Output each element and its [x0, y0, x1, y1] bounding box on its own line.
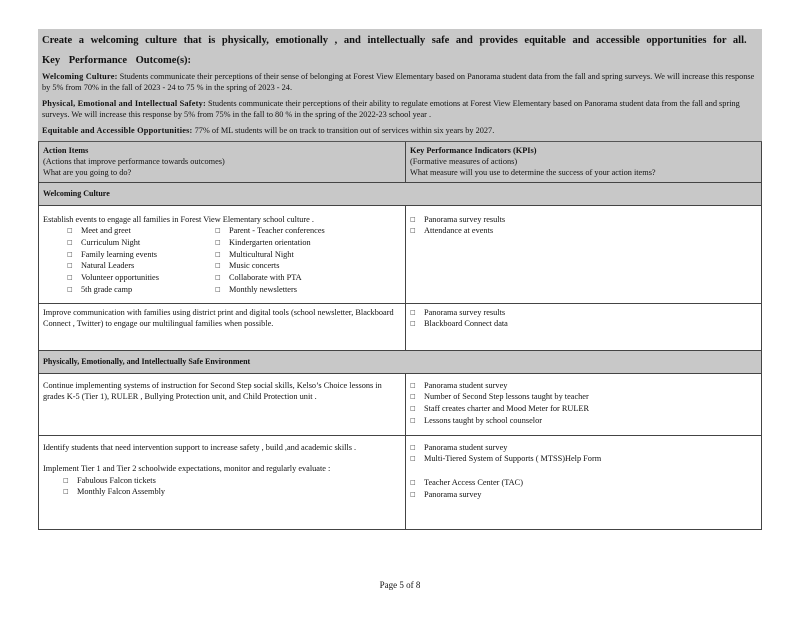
action-text: Identify students that need intervention support to increase safety , build ,and academic skills . — [43, 442, 357, 452]
bullet-icon: □ — [67, 250, 73, 258]
list-item: □ Parent - Teacher conferences — [215, 226, 325, 235]
list-item: □ 5th grade camp — [67, 284, 133, 294]
event-column-a — [67, 225, 215, 296]
bullet-icon: □ — [215, 274, 221, 282]
list-item: □ Blackboard Connect data — [410, 319, 508, 329]
outcome-equity — [42, 126, 758, 137]
bullet-icon: □ — [410, 227, 416, 235]
list-item: □ Collaborate with PTA — [215, 273, 302, 283]
table-header — [39, 142, 761, 183]
list-item: □ Staff creates charter and Mood Meter for RULER — [410, 404, 590, 414]
header-line: (Actions that improve performance towards outcomes) — [43, 156, 225, 166]
table-row — [39, 436, 761, 530]
bullet-icon: □ — [215, 250, 221, 258]
bullet-icon: □ — [67, 274, 73, 282]
bullet-icon: □ — [67, 262, 73, 270]
list-item: □ Multi-Tiered System of Supports ( MTSS)Help Form — [410, 454, 602, 464]
goal-header — [38, 29, 762, 142]
bullet-icon: □ — [410, 405, 416, 413]
action-cell — [39, 436, 406, 529]
action-cell — [39, 206, 406, 303]
bullet-icon: □ — [410, 455, 416, 463]
bullet-icon: □ — [215, 238, 221, 246]
list-item: □ Volunteer opportunities — [67, 273, 159, 283]
header-line: What measure will you use to determine the success of your action items? — [410, 167, 656, 177]
list-item: □ Monthly newsletters — [215, 284, 297, 294]
bullet-icon: □ — [410, 443, 416, 451]
bullet-icon: □ — [215, 285, 221, 293]
bullet-icon: □ — [67, 227, 73, 234]
list-item: □ Panorama student survey — [410, 442, 508, 452]
bullet-icon: □ — [410, 381, 416, 389]
list-item: □ Kindergarten orientation — [215, 237, 311, 247]
table-row — [39, 374, 761, 436]
list-item: □ Number of Second Step lessons taught by teacher — [410, 392, 589, 402]
list-item: □ Multicultural Night — [215, 249, 294, 259]
outcome-safety — [42, 99, 758, 120]
table-row — [39, 304, 761, 351]
bullet-icon: □ — [67, 285, 73, 293]
outcome-text: Students communicate their perceptions of their sense of belonging at Forest View Elementary based on Panorama student data from the fall and spring surveys. We will increase this response by 5% from 70% in the fall of 2023 - 24 to 75 % in the spring of 2023 - 24. — [42, 72, 755, 92]
outcome-text: 77% of ML students will be on track to transition out of services within six years by 2027. — [194, 126, 495, 135]
list-item: □ Lessons taught by school counselor — [410, 415, 542, 425]
action-text: Implement Tier 1 and Tier 2 schoolwide expectations, monitor and regularly evaluate : — [43, 464, 331, 473]
outcome-welcoming — [42, 72, 758, 93]
outcome-text: Students communicate their perceptions of their ability to regulate emotions at Forest View Elementary based on Panorama student data from the fall and spring surveys. We will increase this response by 5% from 75% in the fall to 80 % in the spring of the 2022-23 school year . — [42, 99, 740, 119]
bullet-icon: □ — [410, 215, 416, 223]
header-line: What are you going to do? — [43, 167, 132, 177]
evaluate-list — [63, 475, 401, 499]
action-text: Establish events to engage all families in Forest View Elementary school culture . — [43, 214, 315, 224]
kpi-cell — [406, 304, 761, 350]
kpi-cell — [406, 374, 761, 435]
kpi-header — [406, 142, 761, 182]
bullet-icon: □ — [410, 479, 416, 487]
header-line: (Formative measures of actions) — [410, 156, 518, 166]
list-item: □ Teacher Access Center (TAC) — [410, 478, 523, 488]
kpi-cell — [406, 206, 761, 303]
bullet-icon: □ — [410, 308, 416, 316]
list-item: □ Panorama survey results — [410, 214, 506, 224]
action-table — [38, 142, 762, 530]
action-cell — [39, 304, 406, 350]
bullet-icon: □ — [410, 320, 416, 328]
action-items-header — [39, 142, 406, 182]
table-row — [39, 206, 761, 304]
list-item: □ Panorama student survey — [410, 380, 508, 390]
section-title-safety: Physically, Emotionally, and Intellectually Safe Environment — [39, 351, 761, 374]
action-text: Continue implementing systems of instruction for Second Step social skills, Kelso’s Choice lessons in grades K-5 (Tier 1), RULER , Bullying Protection unit, and Child Protection unit . — [43, 380, 382, 401]
bullet-icon: □ — [67, 238, 73, 246]
goal-statement: Create a welcoming culture that is physically, emotionally , and intellectually safe and provides equitable and accessible opportunities for all. — [42, 35, 747, 46]
list-item: □ Panorama survey — [410, 489, 482, 499]
kpo-title: Key Performance Outcome(s): — [42, 55, 192, 66]
list-item: □ Attendance at events — [410, 226, 494, 236]
header-line: Action Items — [43, 145, 89, 155]
action-text: Improve communication with families using district print and digital tools (school newsletter, Blackboard Connect , Twitter) to engage our multilingual families when possible. — [43, 307, 394, 328]
list-item: □ Panorama survey results — [410, 307, 506, 317]
list-item: □ Meet and greet — [67, 226, 131, 235]
outcome-label: Physical, Emotional and Intellectual Safety: — [42, 99, 206, 108]
bullet-icon: □ — [63, 476, 69, 484]
outcome-label: Equitable and Accessible Opportunities: — [42, 126, 193, 135]
bullet-icon: □ — [410, 416, 416, 424]
event-column-b — [215, 225, 395, 296]
document-page — [38, 29, 762, 530]
page-number: Page 5 of 8 — [379, 580, 421, 590]
list-item: □ Fabulous Falcon tickets — [63, 475, 156, 485]
section-title-welcoming: Welcoming Culture — [39, 183, 761, 206]
list-item: □ Family learning events — [67, 249, 158, 259]
list-item: □ Natural Leaders — [67, 261, 135, 271]
list-item: □ Music concerts — [215, 261, 280, 271]
bullet-icon: □ — [410, 393, 416, 401]
kpi-cell — [406, 436, 761, 529]
action-cell — [39, 374, 406, 435]
event-list — [67, 225, 401, 296]
bullet-icon: □ — [410, 490, 416, 498]
bullet-icon: □ — [215, 227, 221, 234]
outcome-label: Welcoming Culture: — [42, 72, 118, 81]
bullet-icon: □ — [63, 488, 69, 496]
list-item: □ Curriculum Night — [67, 237, 141, 247]
bullet-icon: □ — [215, 262, 221, 270]
header-line: Key Performance Indicators (KPIs) — [410, 145, 537, 155]
list-item: □ Monthly Falcon Assembly — [63, 487, 166, 497]
